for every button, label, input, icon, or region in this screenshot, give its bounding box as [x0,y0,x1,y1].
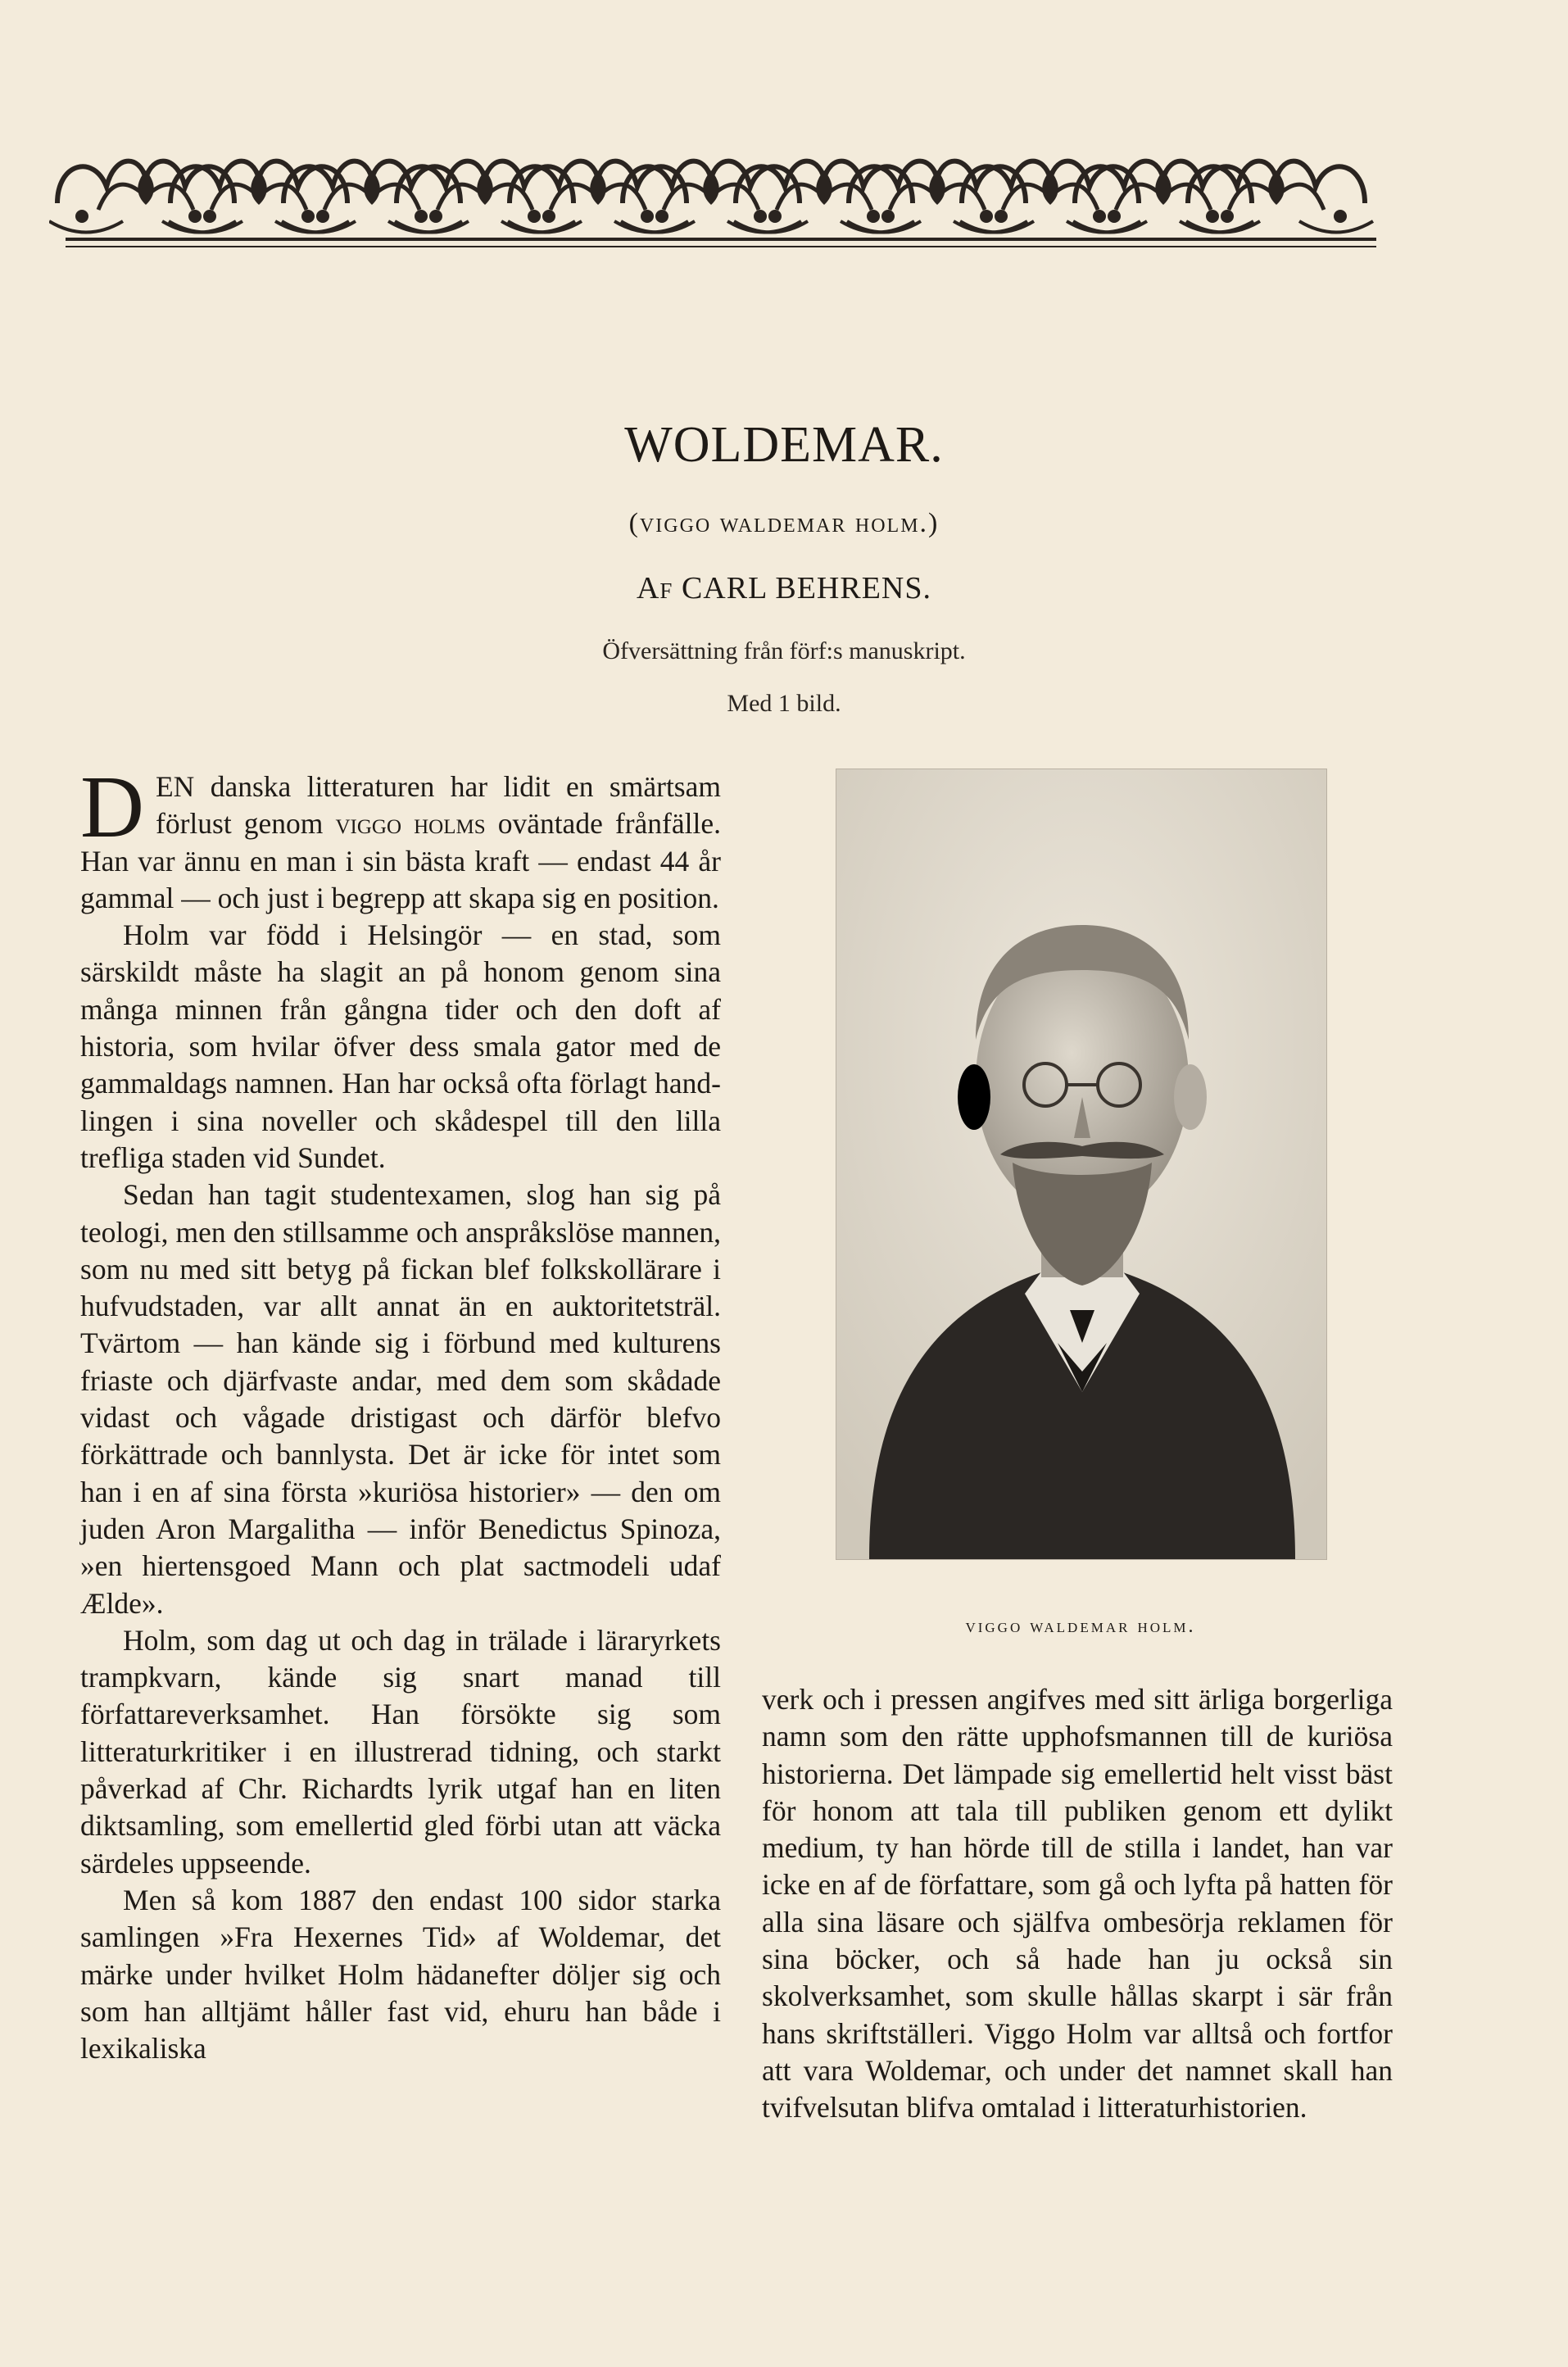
translation-note: Öfversättning från förf:s manuskript. [602,637,966,664]
paragraph-4: Holm, som dag ut och dag in trälade i läraryrkets trampkvarn, kände sig snart manad till författareverksamhet. Han försökte sig som litteraturkritiker i en illustrerad tidning, och starkt påverkad af Chr. Richardts lyrik utgaf han en liten diktsamling, som emellertid gled förbi utan att väcka särdeles uppseende. [80,1623,721,1880]
body-column-left [80,759,721,2067]
body-column-right [762,1681,1393,2127]
article-subtitle [0,508,1568,539]
byline-prefix: Af [636,571,673,605]
paragraph-5: Men så kom 1887 den endast 100 sidor starka samlingen »Fra Hexernes Tid» af Woldemar, det märke under hvilket Holm hädanefter döljer sig och som han alltjämt håller fast vid, ehuru han både i lexikaliska [80,1883,721,2065]
paragraph-2: Holm var född i Helsingör — en stad, som särskildt måste ha slagit an på honom genom sina många minnen från gångna tider och den doft af historia, som hvilar öfver dess smala gator med de gammaldags namnen. Han har också ofta förlagt handlingen i sina noveller och skådespel till den lilla trefliga staden vid Sundet. [80,918,721,1174]
ornamental-header-band [49,146,1393,261]
subtitle-text: (viggo waldemar holm.) [628,508,940,538]
paragraph-1-smallcaps: viggo holms [335,807,486,841]
article-byline [0,570,1568,606]
portrait-illustration [836,769,1326,1559]
paragraph-1-text-a: EN danska litteraturen har lidit en smärtsam förlust genom [156,770,721,841]
portrait-photo [836,769,1327,1560]
paragraph-1 [80,759,721,917]
paragraph-1-text-b: oväntade frånfälle. Han var ännu en man i sin bästa kraft — endast 44 år gammal — och just i begrepp att skapa sig en position. [80,807,721,914]
drop-cap: D [80,759,144,856]
paragraph-6: verk och i pressen angifves med sitt ärliga borgerliga namn som den rätte upphofsmannen till de kuriösa historierna. Det lämpade sig emellertid helt visst bäst för honom att tala till publiken genom ett dylikt medium, ty han hörde till de stilla i landet, han var icke en af de författare, som gå och lyfta på hatten för alla sina läsare och själfva ombesörja reklamen för sina böcker, och så hade han ju också sin skolverksamhet, som skulle hållas skarpt i sär från hans skriftställeri. Viggo Holm var alltså och fortfor att vara Woldemar, och under det namnet skall han tvifvelsutan blifva omtalad i litteraturhistorien. [762,1683,1393,2124]
paragraph-3: Sedan han tagit studentexamen, slog han sig på teologi, men den stillsamme och anspråkslöse mannen, som nu med sitt betyg på fickan blef folkskollärare i hufvudstaden, var allt annat än en auktoritetsträl. Tvärtom — han kände sig i förbund med kulturens friaste och djärfvaste andar, med dem som skådade vidast och vågade dristigast och därför blefvo förkättrade och bannlysta. Det är icke för intet som han i en af sina första »kuriösa historier» — den om juden Aron Margalitha — inför Benedictus Spinoza, »en hiertensgoed Mann och plat sactmodeli udaf Ælde». [80,1178,721,1620]
caption-text: viggo waldemar holm. [965,1616,1196,1637]
byline-author: CARL BEHRENS. [681,571,932,605]
portrait-caption [836,1616,1326,1638]
image-count-note: Med 1 bild. [727,690,841,717]
article-title: WOLDEMAR. [624,417,944,473]
